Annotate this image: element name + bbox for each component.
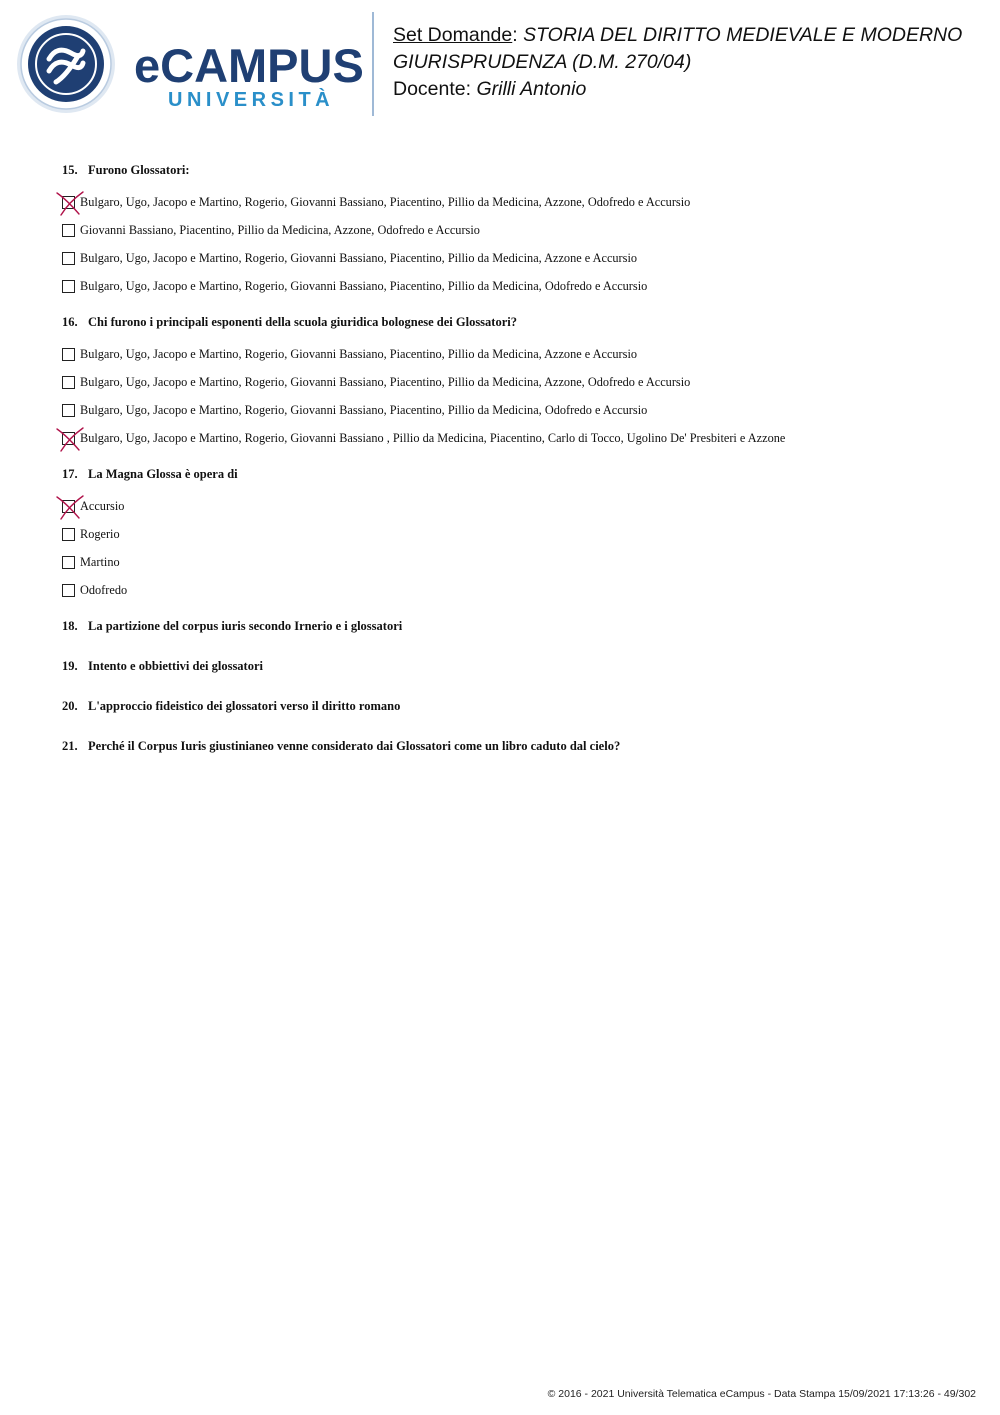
question-number: 17.	[62, 467, 78, 481]
answer-option[interactable]	[62, 216, 962, 244]
answer-option-label: Odofredo	[80, 582, 128, 597]
answer-option[interactable]	[62, 548, 962, 576]
question-title	[62, 314, 962, 330]
course-info	[393, 22, 993, 103]
answer-option[interactable]	[62, 272, 962, 300]
checkbox[interactable]	[62, 404, 75, 417]
answer-option-label: Accursio	[80, 498, 125, 513]
question-text: L'approccio fideistico dei glossatori verso il diritto romano	[88, 699, 401, 713]
ecampus-logo	[16, 14, 364, 118]
course-program: GIURISPRUDENZA (D.M. 270/04)	[393, 51, 692, 73]
checkbox[interactable]	[62, 556, 75, 569]
brand-subtitle: UNIVERSITÀ	[168, 89, 335, 111]
checkbox-marked[interactable]	[62, 500, 75, 513]
question-number: 19.	[62, 659, 78, 673]
page-footer: © 2016 - 2021 Università Telematica eCampus - Data Stampa 15/09/2021 17:13:26 - 49/302	[547, 1388, 976, 1400]
question-number: 15.	[62, 163, 78, 177]
answer-option-label: Bulgaro, Ugo, Jacopo e Martino, Rogerio, Giovanni Bassiano, Piacentino, Pillio da Medicina, Azzone, Odofredo e Accursio	[80, 374, 691, 389]
question-17	[62, 466, 962, 618]
question-number: 20.	[62, 699, 78, 713]
checkbox-marked[interactable]	[62, 432, 75, 445]
course-title-line-2	[393, 49, 993, 76]
docente-line	[393, 76, 993, 103]
page-header	[0, 0, 1000, 130]
open-question	[62, 658, 962, 698]
answer-option[interactable]	[62, 424, 962, 452]
docente-label: Docente:	[393, 78, 472, 100]
header-divider	[372, 12, 374, 116]
checkbox[interactable]	[62, 528, 75, 541]
course-title-line-1: Set Domande: STORIA DEL DIRITTO MEDIEVALE E MODERNO	[393, 24, 963, 46]
brand-wordmark: eCAMPUS	[134, 39, 364, 92]
answer-option[interactable]	[62, 492, 962, 520]
question-text: La Magna Glossa è opera di	[88, 467, 238, 481]
answer-option[interactable]	[62, 396, 962, 424]
checkbox[interactable]	[62, 280, 75, 293]
ecampus-emblem-icon	[16, 14, 116, 114]
answer-option-label: Giovanni Bassiano, Piacentino, Pillio da Medicina, Azzone, Odofredo e Accursio	[80, 222, 480, 237]
answer-option-label: Rogerio	[80, 526, 120, 541]
open-question	[62, 618, 962, 658]
question-number: 16.	[62, 315, 78, 329]
answer-option-label: Bulgaro, Ugo, Jacopo e Martino, Rogerio, Giovanni Bassiano, Piacentino, Pillio da Medicina, Azzone, Odofredo e Accursio	[80, 194, 691, 209]
open-question	[62, 698, 962, 738]
answer-option-label: Bulgaro, Ugo, Jacopo e Martino, Rogerio, Giovanni Bassiano, Piacentino, Pillio da Medicina, Odofredo e Accursio	[80, 278, 648, 293]
answer-option[interactable]	[62, 244, 962, 272]
docente-name: Grilli Antonio	[476, 78, 587, 100]
checkbox[interactable]	[62, 376, 75, 389]
question-text: Intento e obbiettivi dei glossatori	[88, 659, 263, 673]
question-number: 18.	[62, 619, 78, 633]
question-text: Furono Glossatori:	[88, 163, 190, 177]
answer-option-label: Bulgaro, Ugo, Jacopo e Martino, Rogerio, Giovanni Bassiano, Piacentino, Pillio da Medicina, Azzone e Accursio	[80, 250, 638, 265]
open-question	[62, 738, 962, 778]
question-15	[62, 162, 962, 314]
answer-option[interactable]	[62, 520, 962, 548]
answer-option[interactable]	[62, 340, 962, 368]
question-title	[62, 162, 962, 178]
question-text: Perché il Corpus Iuris giustinianeo venne considerato dai Glossatori come un libro caduto dal cielo?	[88, 739, 621, 753]
answer-option[interactable]	[62, 368, 962, 396]
question-text: La partizione del corpus iuris secondo Irnerio e i glossatori	[88, 619, 403, 633]
set-domande-label: Set Domande	[393, 24, 513, 46]
answer-option-label: Martino	[80, 554, 120, 569]
question-16	[62, 314, 962, 466]
checkbox[interactable]	[62, 224, 75, 237]
question-text: Chi furono i principali esponenti della scuola giuridica bolognese dei Glossatori?	[88, 315, 517, 329]
checkbox-marked[interactable]	[62, 196, 75, 209]
checkbox[interactable]	[62, 584, 75, 597]
answer-option-label: Bulgaro, Ugo, Jacopo e Martino, Rogerio, Giovanni Bassiano , Pillio da Medicina, Piacentino, Carlo di Tocco, Ugolino De' Presbiteri e Azzone	[80, 430, 786, 445]
course-name: STORIA DEL DIRITTO MEDIEVALE E MODERNO	[523, 24, 963, 46]
checkbox[interactable]	[62, 252, 75, 265]
answer-option-label: Bulgaro, Ugo, Jacopo e Martino, Rogerio, Giovanni Bassiano, Piacentino, Pillio da Medicina, Azzone e Accursio	[80, 346, 638, 361]
checkbox[interactable]	[62, 348, 75, 361]
answer-option-label: Bulgaro, Ugo, Jacopo e Martino, Rogerio, Giovanni Bassiano, Piacentino, Pillio da Medicina, Odofredo e Accursio	[80, 402, 648, 417]
question-number: 21.	[62, 739, 78, 753]
answer-option[interactable]	[62, 576, 962, 604]
answer-option[interactable]	[62, 188, 962, 216]
questions-list	[62, 162, 962, 778]
question-title	[62, 466, 962, 482]
